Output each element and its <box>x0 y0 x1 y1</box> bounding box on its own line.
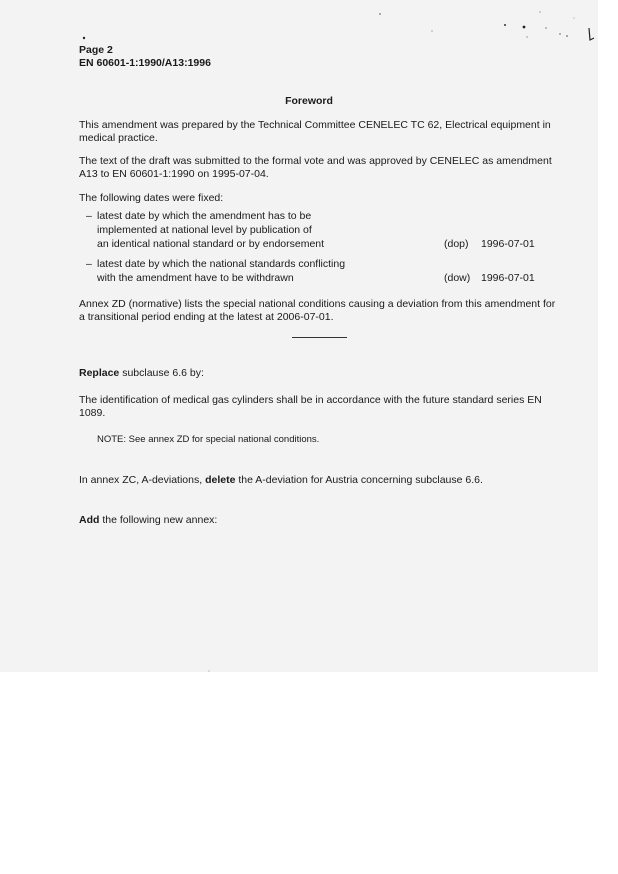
document-header <box>79 44 211 70</box>
dop-line-1: latest date by which the amendment has to be <box>97 210 312 222</box>
dow-line-1: latest date by which the national standards conflicting <box>97 258 346 270</box>
list-bullet: – <box>86 258 92 270</box>
annex-zd-paragraph: Annex ZD (normative) lists the special national conditions causing a deviation from this amendment for a transitional period ending at the latest at 2006-07-01. <box>79 298 556 323</box>
page-number: Page 2 <box>79 44 113 56</box>
document-id: EN 60601-1:1990/A13:1996 <box>79 57 211 69</box>
annex-zc-text-post: the A-deviation for Austria concerning subclause 6.6. <box>235 474 483 486</box>
dop-line-2: implemented at national level by publication of <box>97 224 312 236</box>
dow-code: (dow) <box>444 272 471 284</box>
delete-keyword: delete <box>205 474 236 486</box>
dow-date: 1996-07-01 <box>481 272 535 284</box>
annex-zc-instruction <box>79 474 559 487</box>
dop-line-3: an identical national standard or by endorsement <box>97 238 325 250</box>
list-bullet: – <box>86 210 92 222</box>
replace-keyword: Replace <box>79 367 120 379</box>
add-instruction <box>79 514 559 527</box>
foreword-title: Foreword <box>285 95 333 107</box>
annex-zc-text-pre: In annex ZC, A-deviations, <box>79 474 206 486</box>
foreword-paragraph-2: The text of the draft was submitted to the formal vote and was approved by CENELEC as amendment A13 to EN 60601-1:1990 on 1995-07-04. <box>79 155 552 180</box>
replace-text: subclause 6.6 by: <box>119 367 204 379</box>
replace-instruction <box>79 367 559 380</box>
identification-paragraph: The identification of medical gas cylinders shall be in accordance with the future standard series EN 1089. <box>79 394 542 419</box>
dates-intro: The following dates were fixed: <box>79 192 224 204</box>
section-divider <box>292 337 347 338</box>
add-text: the following new annex: <box>99 514 218 526</box>
dop-date: 1996-07-01 <box>481 238 535 250</box>
foreword-paragraph-1: This amendment was prepared by the Technical Committee CENELEC TC 62, Electrical equipment in medical practice. <box>79 119 551 144</box>
dop-code: (dop) <box>444 238 469 250</box>
note-text: NOTE: See annex ZD for special national conditions. <box>97 434 320 445</box>
add-keyword: Add <box>79 514 100 526</box>
dow-line-2: with the amendment have to be withdrawn <box>97 272 294 284</box>
